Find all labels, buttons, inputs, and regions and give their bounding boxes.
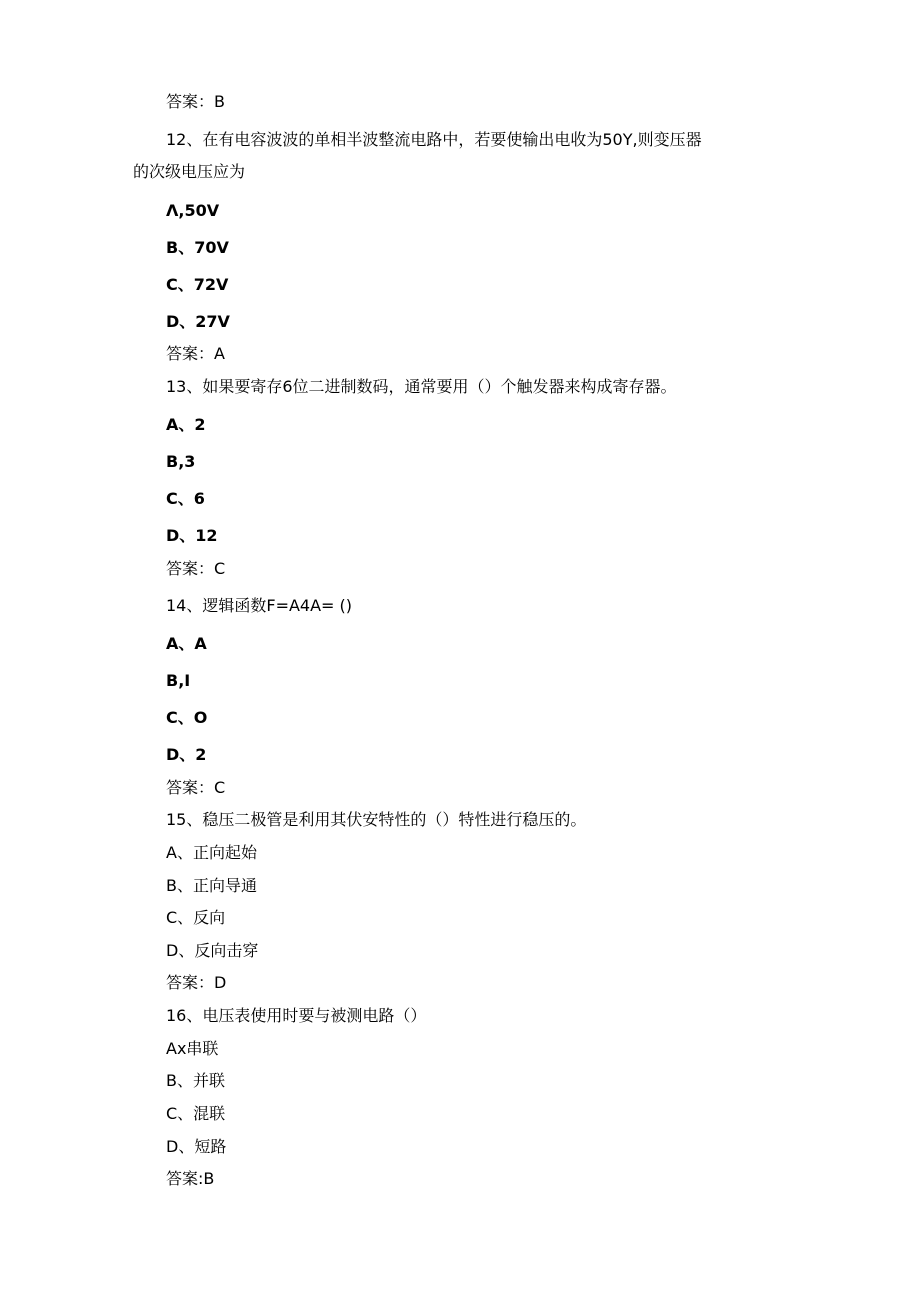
question-15-option-a: A、正向起始 [166, 843, 257, 862]
question-14-option-a: A、A [166, 634, 207, 653]
question-14-option-d: D、2 [166, 745, 207, 764]
question-12-option-b: B、70V [166, 238, 229, 257]
question-12-line2: 的次级电压应为 [133, 162, 246, 181]
question-15: 15、稳压二极管是利用其伏安特性的（）特性进行稳压的。 [166, 810, 587, 829]
answer-13: 答案：C [166, 559, 226, 578]
question-13-option-c: C、6 [166, 489, 205, 508]
question-13-option-d: D、12 [166, 526, 218, 545]
question-14: 14、逻辑函数F=A4A= () [166, 596, 353, 615]
question-13-option-b: B,3 [166, 452, 196, 471]
question-13: 13、如果要寄存6位二进制数码，通常要用（）个触发器来构成寄存器。 [166, 377, 677, 396]
question-16: 16、电压表使用时要与被测电路（） [166, 1006, 427, 1025]
answer-15: 答案：D [166, 973, 227, 992]
question-14-option-b: B,I [166, 671, 191, 690]
answer-14: 答案：C [166, 778, 226, 797]
question-12-option-a: Λ,50V [166, 201, 220, 220]
question-16-option-c: C、混联 [166, 1104, 226, 1123]
question-13-option-a: A、2 [166, 415, 206, 434]
answer-16: 答案:B [166, 1169, 215, 1188]
question-16-option-a: Ax串联 [166, 1039, 219, 1058]
answer-11: 答案：B [166, 92, 225, 111]
answer-12: 答案：A [166, 344, 225, 363]
question-12-line1: 12、在有电容波波的单相半波整流电路中，若要使输出电收为50Y,则变压器 [166, 130, 702, 149]
question-15-option-c: C、反向 [166, 908, 226, 927]
question-12-option-d: D、27V [166, 312, 230, 331]
question-15-option-b: B、正向导通 [166, 876, 257, 895]
question-15-option-d: D、反向击穿 [166, 941, 259, 960]
question-14-option-c: C、O [166, 708, 208, 727]
question-16-option-d: D、短路 [166, 1137, 227, 1156]
question-12-option-c: C、72V [166, 275, 229, 294]
question-16-option-b: B、并联 [166, 1071, 225, 1090]
